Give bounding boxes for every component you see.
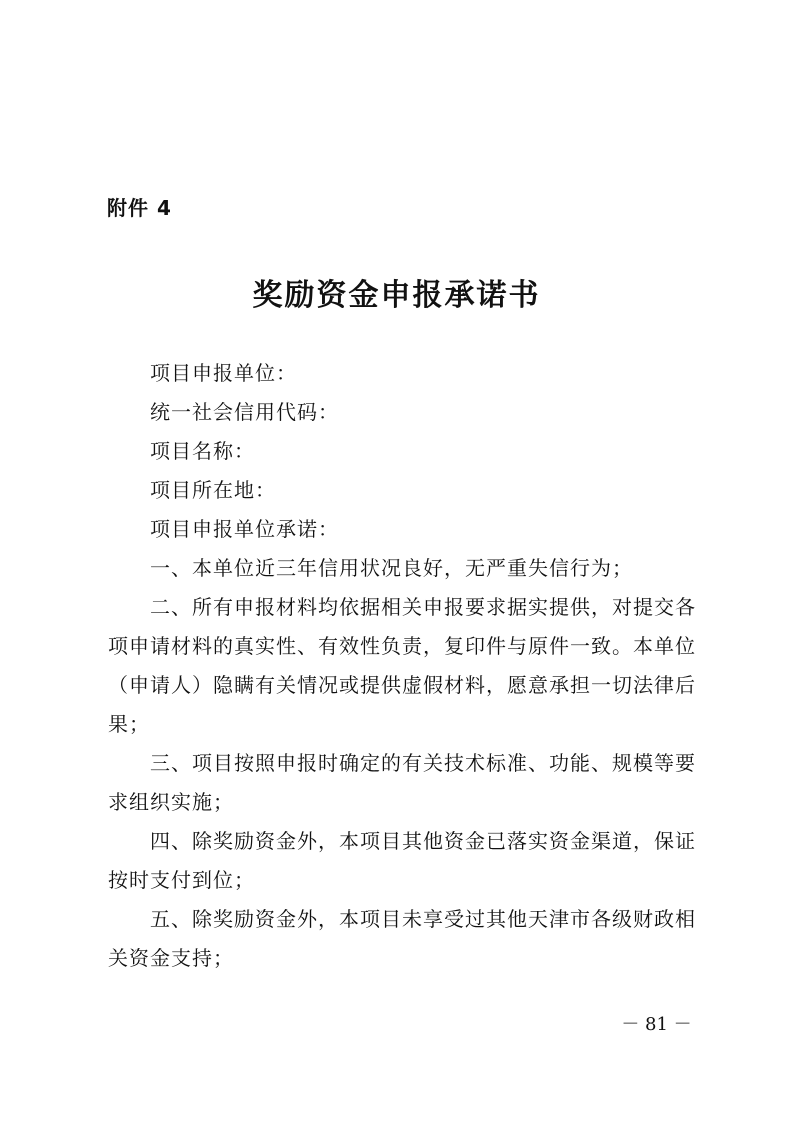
commitment-paragraph: 三、项目按照申报时确定的有关技术标准、功能、规模等要求组织实施；: [108, 751, 696, 814]
field-project-location: 项目所在地：: [150, 478, 276, 502]
document-title: 奖励资金申报承诺书: [252, 278, 541, 313]
commitment-paragraph: 一、本单位近三年信用状况良好，无严重失信行为；: [150, 556, 633, 580]
commitment-paragraph: 二、所有申报材料均依据相关申报要求据实提供，对提交各项申请材料的真实性、有效性负责，复印件与原件一致。本单位（申请人）隐瞒有关情况或提供虚假材料，愿意承担一切法律后果；: [108, 595, 696, 736]
commitment-paragraph: 四、除奖励资金外，本项目其他资金已落实资金渠道，保证按时支付到位；: [108, 829, 696, 892]
field-applicant-unit: 项目申报单位：: [150, 361, 297, 385]
document-body: [108, 354, 696, 978]
page-number: － 81 －: [621, 1014, 692, 1035]
field-credit-code: 统一社会信用代码：: [150, 400, 339, 424]
attachment-label: 附件 4: [107, 196, 172, 220]
field-project-name: 项目名称：: [150, 439, 255, 463]
commitment-paragraph: 五、除奖励资金外，本项目未享受过其他天津市各级财政相关资金支持；: [108, 907, 696, 970]
field-commitment-heading: 项目申报单位承诺：: [150, 517, 339, 541]
